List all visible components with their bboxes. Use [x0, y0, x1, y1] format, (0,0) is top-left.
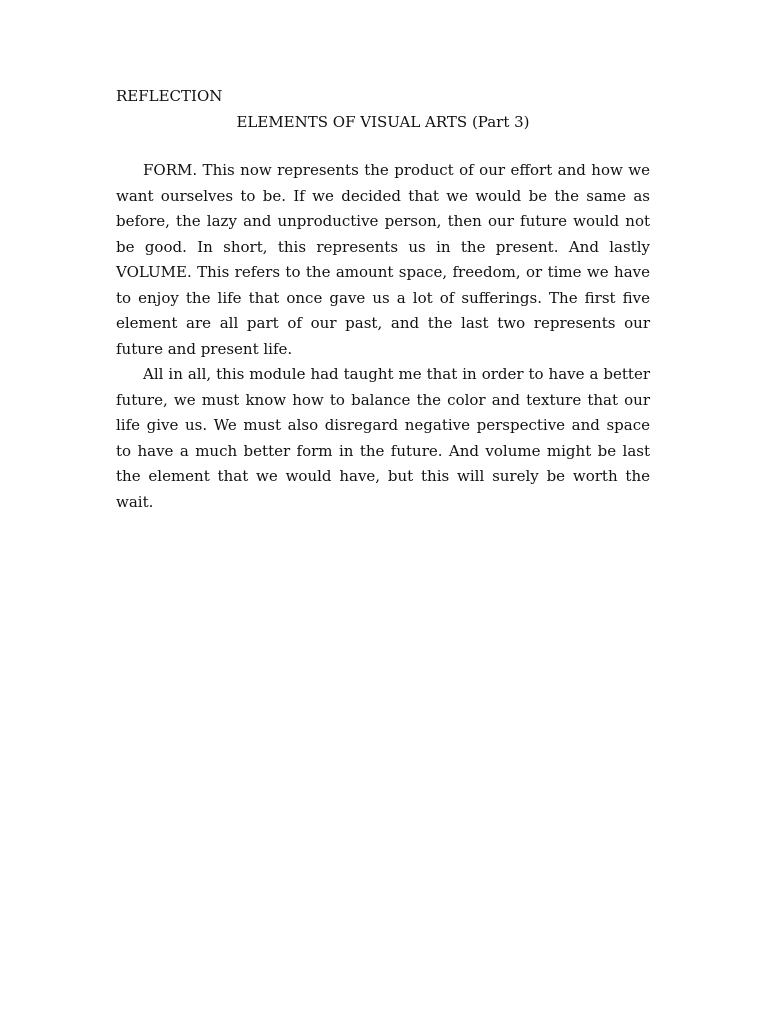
paragraph-conclusion: All in all, this module had taught me that in order to have a better future, we must know how to balance the color and texture that our life give us. We must also disregard negative perspective and space to have a much better form in the future. And volume might be last the element that we would have, but this will surely be worth the wait. [116, 365, 650, 511]
document-body [116, 84, 650, 515]
paragraph-form-volume: FORM. This now represents the product of our effort and how we want ourselves to be. If we decided that we would be the same as before, the lazy and unproductive person, then our future would not be good. In short, this represents us in the present. And lastly VOLUME. This refers to the amount space, freedom, or time we have to enjoy the life that once gave us a lot of sufferings. The first five element are all part of our past, and the last two represents our future and present life. [116, 161, 650, 358]
document-label: REFLECTION [116, 87, 223, 105]
title-spacer [116, 136, 650, 158]
document-title: ELEMENTS OF VISUAL ARTS (Part 3) [236, 113, 530, 131]
